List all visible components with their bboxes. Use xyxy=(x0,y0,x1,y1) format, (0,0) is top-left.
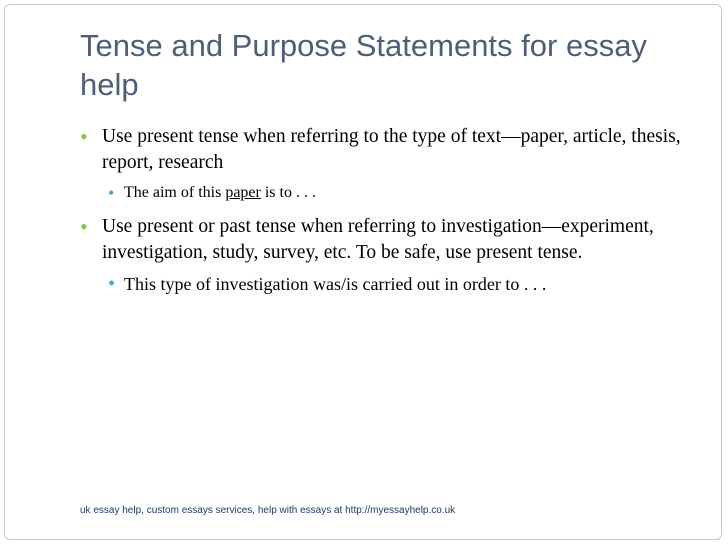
bullet-item-2 xyxy=(80,214,700,266)
bullet-dot-icon: • xyxy=(108,273,116,295)
slide-body xyxy=(80,124,700,304)
bullet-dot-icon: • xyxy=(80,124,88,149)
slide-title: Tense and Purpose Statements for essay help xyxy=(80,28,647,102)
slide-footer: uk essay help, custom essays services, help with essays at http://myessayhelp.co.uk xyxy=(80,505,456,516)
bullet-dot-icon: • xyxy=(108,183,115,203)
bullet-text: Use present tense when referring to the type of text—paper, article, thesis, report, research xyxy=(102,126,681,173)
sub-bullet-item-1 xyxy=(80,182,700,204)
bullet-text: Use present or past tense when referring to investigation—experiment, investigation, study, survey, etc. To be safe, use present tense. xyxy=(102,216,654,263)
sub-bullet-text-before: The aim of this xyxy=(124,184,226,201)
sub-bullet-text: This type of investigation was/is carried out in order to . . . xyxy=(124,274,547,294)
sub-bullet-item-2 xyxy=(80,272,700,296)
sub-bullet-underlined-word: paper xyxy=(225,184,261,201)
bullet-item-1 xyxy=(80,124,700,176)
sub-bullet-text-after: is to . . . xyxy=(260,184,316,201)
bullet-dot-icon: • xyxy=(80,214,88,239)
